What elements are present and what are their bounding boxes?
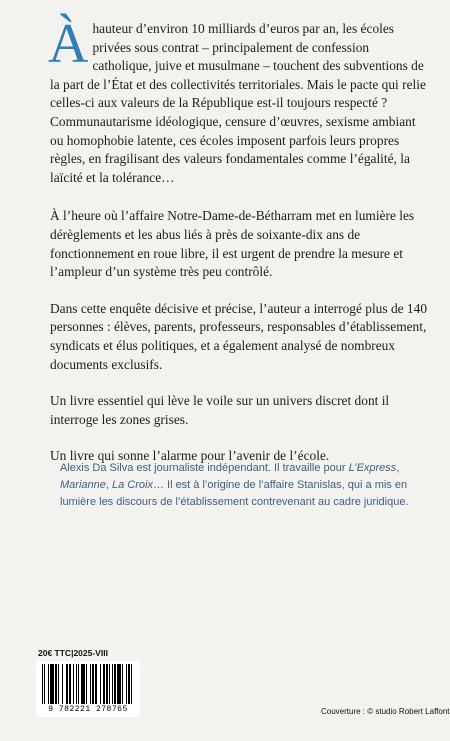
barcode-bars xyxy=(42,664,134,704)
drop-cap: À xyxy=(48,13,89,75)
blurb xyxy=(48,13,430,484)
blurb-paragraph-1-text: hauteur d’environ 10 milliards d’euros par an, les écoles privées sous contrat – principalement de confession catholique, juive et musulmane – touchent des subventions de la part de l’État et des collectivités territoriales. Mais le pacte qui relie celles-ci aux valeurs de la République est-il toujours respecté ? Communautarisme idéologique, censure d’œuvres, sexisme ambiant ou homophobie latente, ces écoles imposent parfois leurs propres règles, en fragilisant des valeurs fondamentales comme l’égalité, la laïcité et la tolérance… xyxy=(50,21,426,185)
blurb-paragraph-5: Un livre qui sonne l’alarme pour l’avenir de l’école. xyxy=(50,448,330,464)
bio-text-1: Alexis Da Silva est journaliste indépendant. Il travaille pour xyxy=(60,462,349,474)
bio-separator-2: , xyxy=(105,479,112,491)
blurb-paragraph-4: Un livre essentiel qui lève le voile sur un univers discret dont il interroge les zones grises. xyxy=(50,393,390,427)
barcode-bar xyxy=(132,664,133,704)
isbn-number: 9 782221 278765 xyxy=(48,705,128,714)
bio-publication-3: La Croix xyxy=(111,479,153,491)
bio-separator-1: , xyxy=(396,462,400,474)
cover-credit: Couverture : © studio Robert Laffont xyxy=(321,707,450,716)
bio-publication-2: Marianne xyxy=(60,479,106,491)
blurb-paragraph-3: Dans cette enquête décisive et précise, l’auteur a interrogé plus de 140 personnes : élèves, parents, professeurs, responsables d’établissement, syndicats et élus politiques, et a également analysé de nombreux documents exclusifs. xyxy=(50,300,428,372)
bio-publication-1: L’Express xyxy=(348,462,397,474)
author-bio xyxy=(60,460,428,511)
bio-text-2: … Il est à l’origine de l’affaire Stanislas, qui a mis en lumière les discours de l’établissement contrevenant au cadre juridique. xyxy=(60,479,409,508)
price-label: 20€ TTC|2025-VIII xyxy=(38,648,108,658)
blurb-paragraph-1 xyxy=(48,13,430,187)
barcode xyxy=(36,661,140,717)
blurb-paragraph-2: À l’heure où l’affaire Notre-Dame-de-Bétharram met en lumière les dérèglements et les abus liés à près de soixante-dix ans de fonctionnement en roue libre, il est urgent de prendre la mesure et l’ampleur d’un système très peu contrôlé. xyxy=(50,208,415,280)
